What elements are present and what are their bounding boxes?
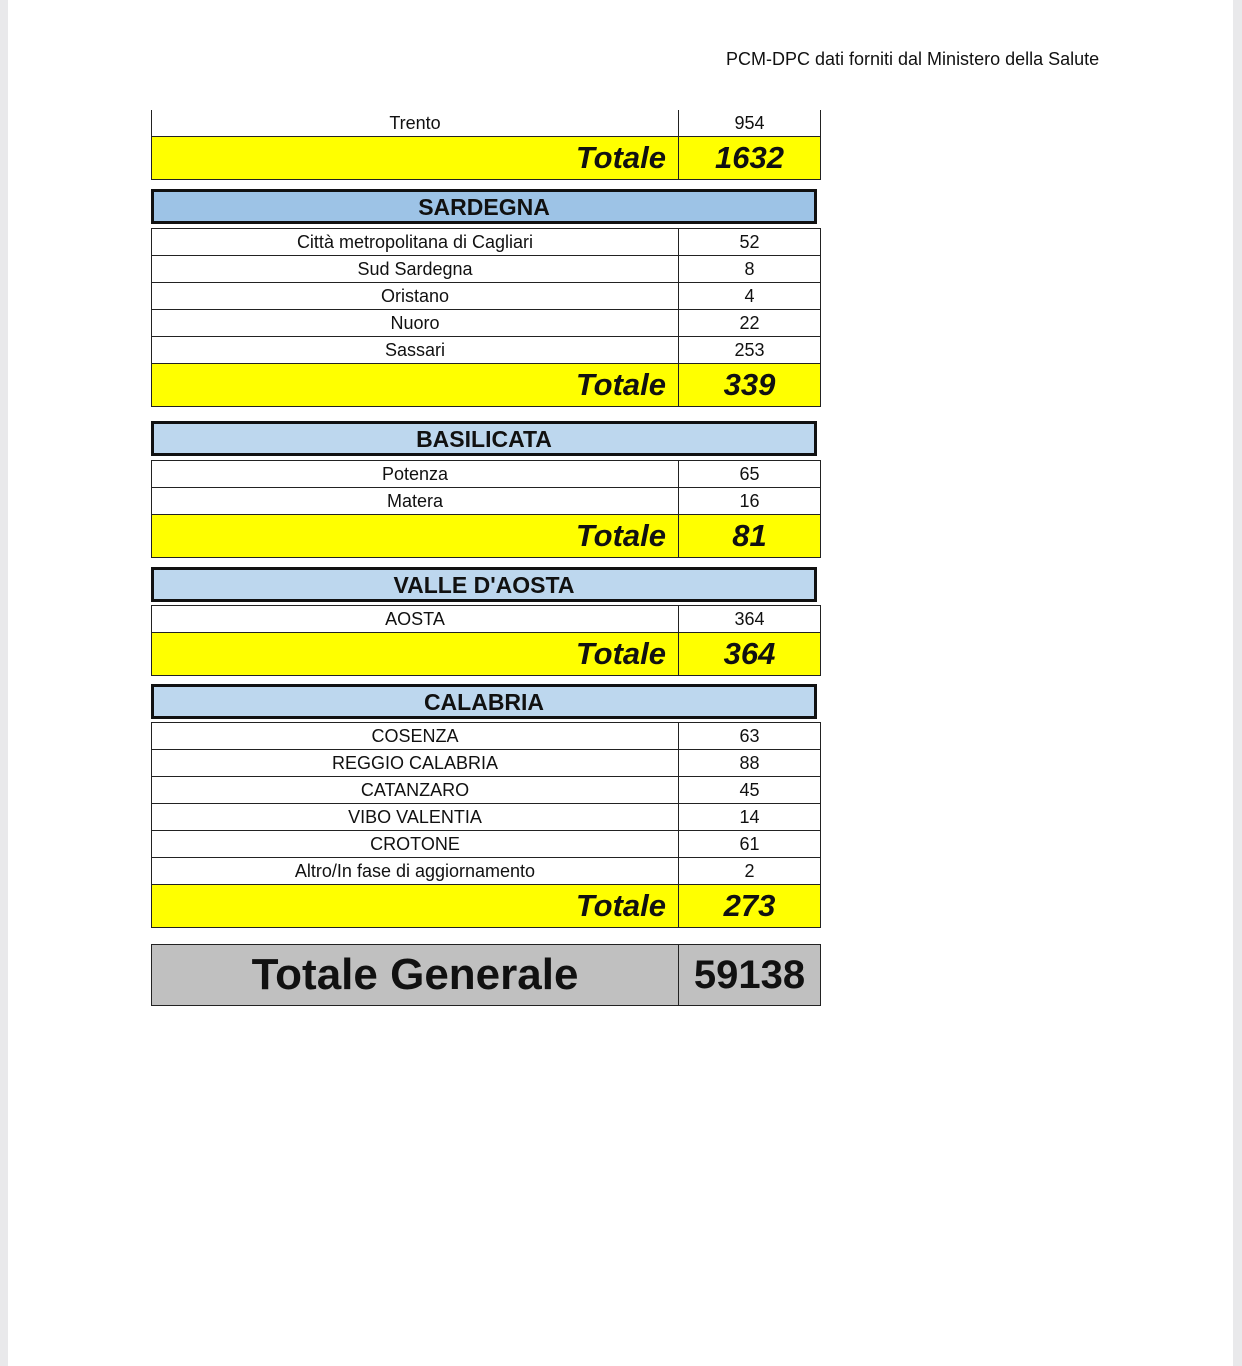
- basilicata-table: [151, 460, 821, 558]
- province-value: 14: [679, 804, 821, 831]
- province-value: 954: [679, 110, 821, 137]
- calabria-table: [151, 722, 821, 928]
- table-row: [152, 606, 821, 633]
- table-row: [152, 750, 821, 777]
- province-name: Nuoro: [152, 310, 679, 337]
- region-header-calabria: CALABRIA: [151, 684, 817, 719]
- province-name: Altro/In fase di aggiornamento: [152, 858, 679, 885]
- table-row: [152, 229, 821, 256]
- province-value: 45: [679, 777, 821, 804]
- total-row: [152, 515, 821, 558]
- total-label: Totale: [152, 515, 679, 558]
- province-name: CATANZARO: [152, 777, 679, 804]
- total-value: 1632: [679, 137, 821, 180]
- province-name: Sud Sardegna: [152, 256, 679, 283]
- province-value: 65: [679, 461, 821, 488]
- table-row: [152, 488, 821, 515]
- province-value: 4: [679, 283, 821, 310]
- total-value: 81: [679, 515, 821, 558]
- grand-total-label: Totale Generale: [152, 945, 679, 1006]
- province-name: AOSTA: [152, 606, 679, 633]
- grand-total-row: [152, 945, 821, 1006]
- province-name: Oristano: [152, 283, 679, 310]
- total-row: [152, 885, 821, 928]
- province-value: 8: [679, 256, 821, 283]
- total-row: [152, 364, 821, 407]
- table-row: [152, 310, 821, 337]
- source-note: PCM-DPC dati forniti dal Ministero della Salute: [726, 49, 1100, 69]
- trentino-table: [151, 110, 821, 180]
- table-row: [152, 110, 821, 137]
- province-value: 63: [679, 723, 821, 750]
- valle-aosta-table: [151, 605, 821, 676]
- region-header-valle-aosta: VALLE D'AOSTA: [151, 567, 817, 602]
- table-row: [152, 858, 821, 885]
- total-row: [152, 137, 821, 180]
- total-value: 364: [679, 633, 821, 676]
- province-name: VIBO VALENTIA: [152, 804, 679, 831]
- grand-total-table: [151, 944, 821, 1006]
- table-row: [152, 777, 821, 804]
- table-row: [152, 283, 821, 310]
- province-name: Sassari: [152, 337, 679, 364]
- total-label: Totale: [152, 137, 679, 180]
- sardegna-table: [151, 228, 821, 407]
- total-value: 339: [679, 364, 821, 407]
- province-value: 52: [679, 229, 821, 256]
- total-label: Totale: [152, 885, 679, 928]
- province-name: Trento: [152, 110, 679, 137]
- total-label: Totale: [152, 364, 679, 407]
- province-value: 2: [679, 858, 821, 885]
- province-name: Città metropolitana di Cagliari: [152, 229, 679, 256]
- province-name: REGGIO CALABRIA: [152, 750, 679, 777]
- province-name: Potenza: [152, 461, 679, 488]
- province-value: 364: [679, 606, 821, 633]
- table-row: [152, 804, 821, 831]
- region-header-sardegna: SARDEGNA: [151, 189, 817, 224]
- province-value: 88: [679, 750, 821, 777]
- table-row: [152, 831, 821, 858]
- province-value: 16: [679, 488, 821, 515]
- province-name: Matera: [152, 488, 679, 515]
- table-row: [152, 461, 821, 488]
- province-name: CROTONE: [152, 831, 679, 858]
- total-value: 273: [679, 885, 821, 928]
- total-label: Totale: [152, 633, 679, 676]
- province-name: COSENZA: [152, 723, 679, 750]
- table-row: [152, 723, 821, 750]
- region-header-basilicata: BASILICATA: [151, 421, 817, 456]
- province-value: 253: [679, 337, 821, 364]
- grand-total-value: 59138: [679, 945, 821, 1006]
- table-row: [152, 256, 821, 283]
- table-row: [152, 337, 821, 364]
- document-page: [8, 0, 1233, 1366]
- total-row: [152, 633, 821, 676]
- province-value: 61: [679, 831, 821, 858]
- province-value: 22: [679, 310, 821, 337]
